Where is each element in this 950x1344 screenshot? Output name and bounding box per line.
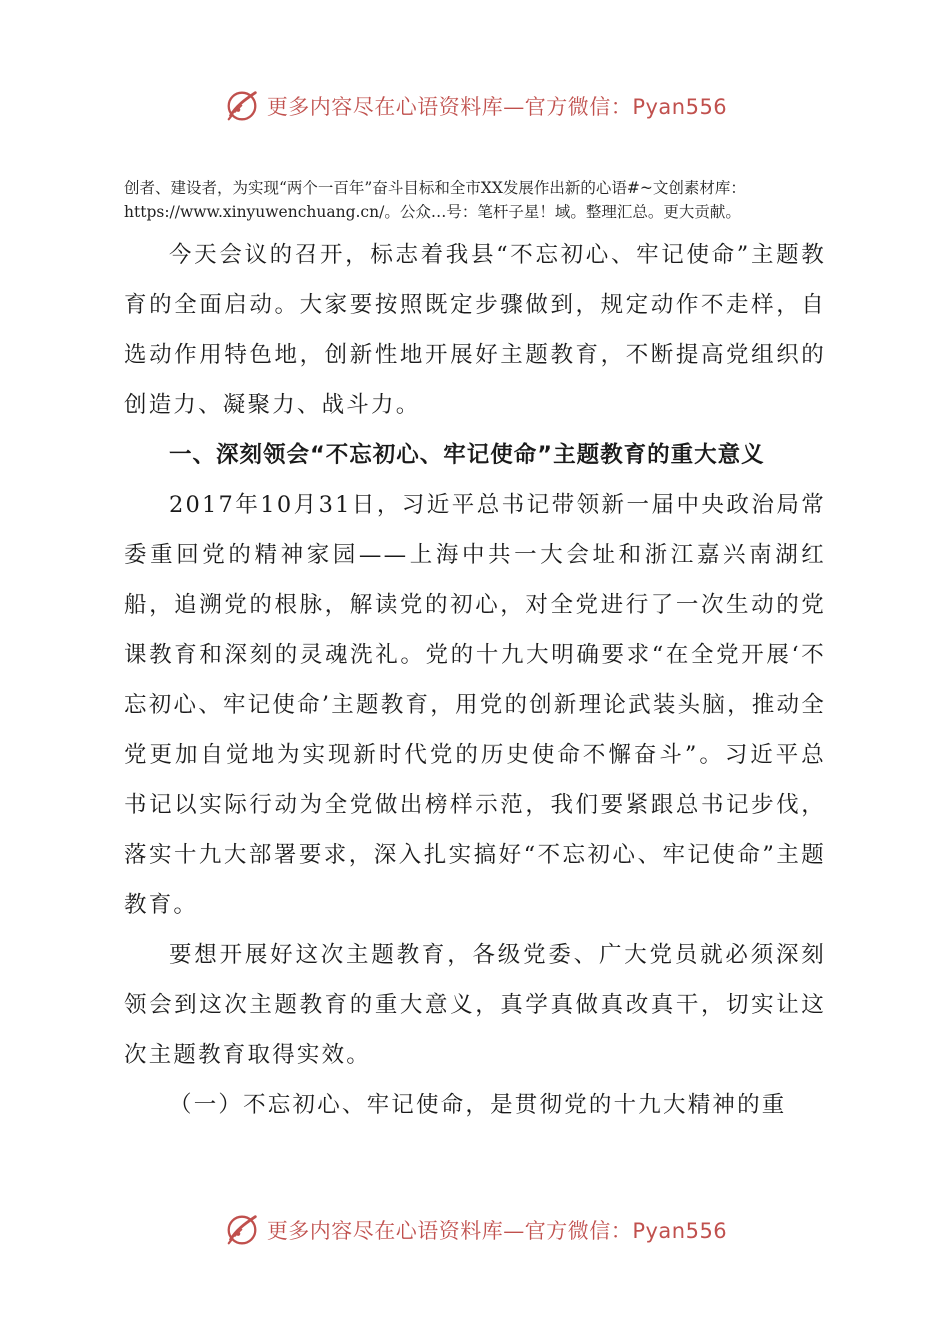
pen-logo-icon bbox=[223, 87, 261, 125]
bottom-banner bbox=[0, 1208, 950, 1252]
paragraph-history: 2017年10月31日，习近平总书记带领新一届中央政治局常委重回党的精神家园——上海中共一大会址和浙江嘉兴南湖红船，追溯党的根脉，解读党的初心，对全党进行了一次生动的党课教育和深刻的灵魂洗礼。党的十九大明确要求“在全党开展‘不忘初心、牢记使命’主题教育，用党的创新理论武装头脑，推动全党更加自觉地为实现新时代党的历史使命不懈奋斗”。习近平总书记以实际行动为全党做出榜样示范，我们要紧跟总书记步伐，落实十九大部署要求，深入扎实搞好“不忘初心、牢记使命”主题教育。 bbox=[124, 492, 826, 918]
wechat-id: Pyan556 bbox=[632, 95, 728, 119]
top-banner bbox=[0, 84, 950, 128]
paragraph-opening: 今天会议的召开，标志着我县“不忘初心、牢记使命”主题教育的全面启动。大家要按照既定步骤做到，规定动作不走样，自选动作用特色地，创新性地开展好主题教育，不断提高党组织的创造力、凝聚力、战斗力。 bbox=[124, 242, 826, 418]
section-heading-1: 一、深刻领会“不忘初心、牢记使命”主题教育的重大意义 bbox=[169, 442, 765, 468]
wechat-id: Pyan556 bbox=[632, 1219, 728, 1243]
pen-logo-icon bbox=[223, 1211, 261, 1249]
document-body bbox=[124, 176, 826, 1130]
paragraph-significance: 要想开展好这次主题教育，各级党委、广大党员就必须深刻领会到这次主题教育的重大意义，真学真做真改真干，切实让这次主题教育取得实效。 bbox=[124, 942, 826, 1068]
source-note-line-1: 创者、建设者，为实现“两个一百年”奋斗目标和全市XX发展作出新的心语#~文创素材库： bbox=[124, 179, 746, 197]
subsection-heading-1: （一）不忘初心、牢记使命，是贯彻党的十九大精神的重 bbox=[169, 1092, 787, 1118]
banner-text: 更多内容尽在心语资料库—官方微信：Pyan556 bbox=[266, 95, 728, 119]
banner-text: 更多内容尽在心语资料库—官方微信：Pyan556 bbox=[266, 1219, 728, 1243]
source-note-line-2: https://www.xinyuwenchuang.cn/。公众…号：笔杆子星！域。整理汇总。更大贡献。 bbox=[124, 203, 741, 221]
source-note bbox=[124, 176, 826, 224]
